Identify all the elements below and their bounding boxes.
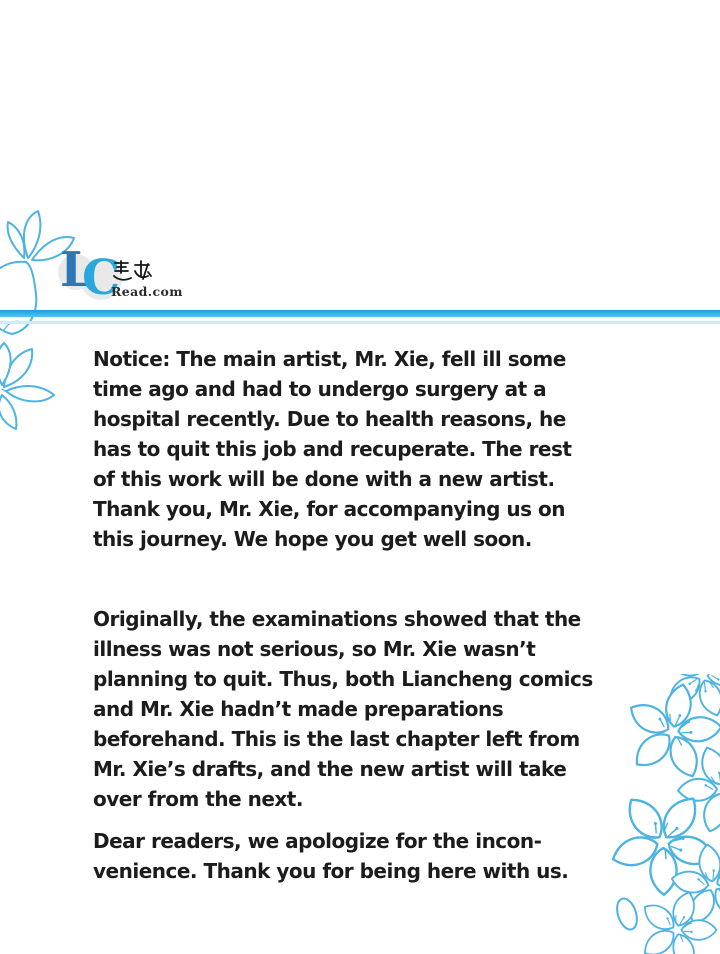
text-line: this journey. We hope you get well soon.: [93, 527, 532, 551]
leaf-cluster-line-art-icon: [0, 333, 74, 437]
text-line: has to quit this job and recuperate. The rest: [93, 437, 572, 461]
text-line: of this work will be done with a new artist.: [93, 467, 555, 491]
text-line: over from the next.: [93, 787, 303, 811]
logo-domain-text: Read.com: [111, 284, 183, 299]
text-line: time ago and had to undergo surgery at a: [93, 377, 547, 401]
text-line: venience. Thank you for being here with us.: [93, 859, 569, 883]
text-line: beforehand. This is the last chapter left from: [93, 727, 580, 751]
text-line: Thank you, Mr. Xie, for accompanying us on: [93, 497, 565, 521]
notice-paragraph-2: [93, 604, 638, 814]
text-line: planning to quit. Thus, both Liancheng comics: [93, 667, 593, 691]
header-divider-thin-line: [0, 321, 720, 324]
header-divider-bar: [0, 310, 720, 317]
logo-chinese-calligraphy-icon: [112, 258, 154, 284]
text-line: Originally, the examinations showed that the: [93, 607, 581, 631]
logo-letter-l: L: [60, 242, 94, 298]
notice-paragraph-3: [93, 826, 638, 886]
text-line: Mr. Xie’s drafts, and the new artist will take: [93, 757, 567, 781]
logo-letter-c: C: [82, 250, 121, 306]
lc-read-logo: [56, 242, 186, 308]
notice-paragraph-1: [93, 344, 638, 554]
text-line: Notice: The main artist, Mr. Xie, fell ill some: [93, 347, 566, 371]
text-line: Dear readers, we apologize for the incon-: [93, 829, 542, 853]
text-line: and Mr. Xie hadn’t made preparations: [93, 697, 504, 721]
text-line: hospital recently. Due to health reasons, he: [93, 407, 566, 431]
text-line: illness was not serious, so Mr. Xie wasn’t: [93, 637, 536, 661]
